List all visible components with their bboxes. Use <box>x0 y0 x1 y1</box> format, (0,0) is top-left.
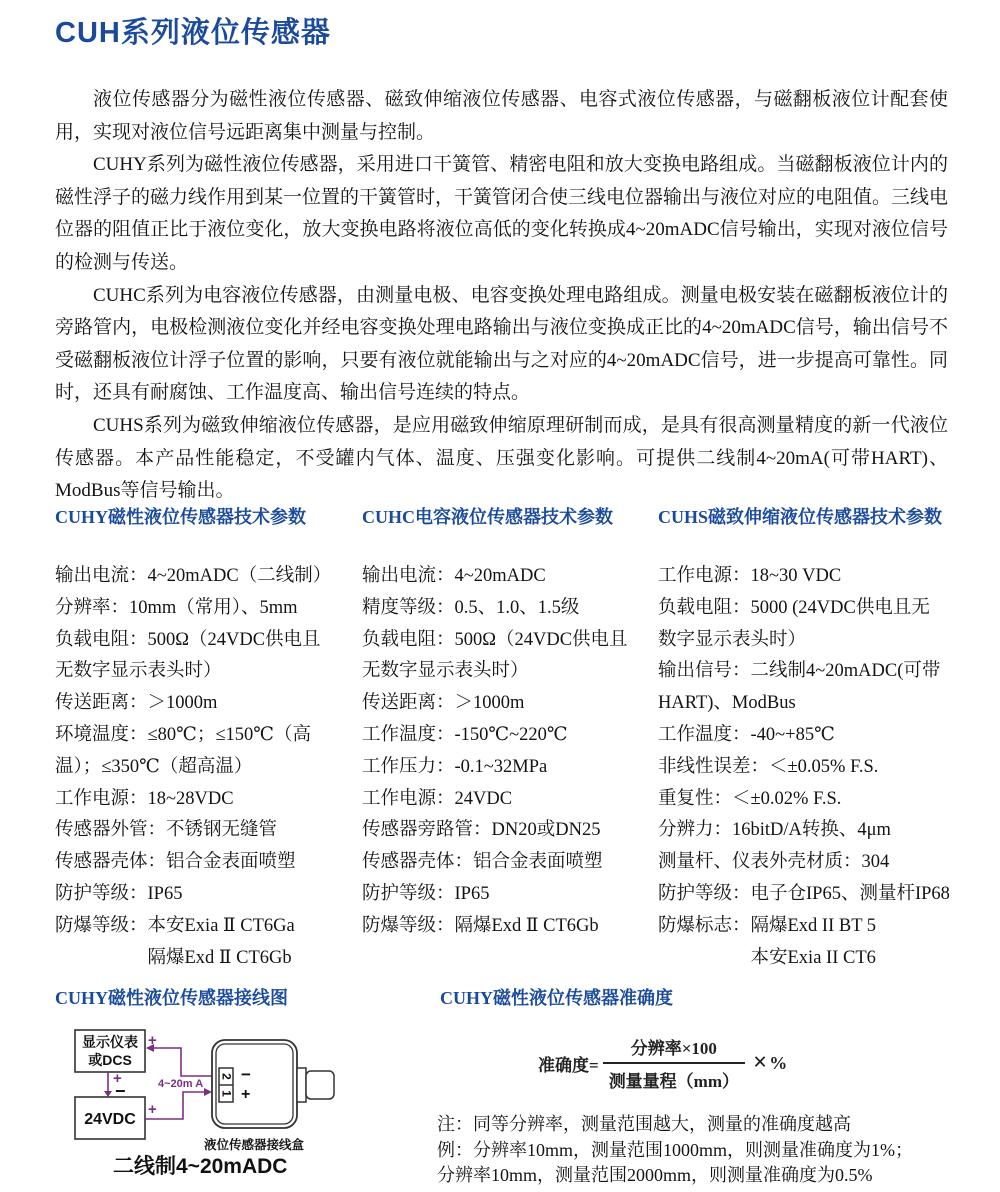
spec-line: 数字显示表头时） <box>658 629 807 650</box>
display-box-label-line1: 显示仪表 <box>82 1034 138 1050</box>
spec-list-cuhc <box>362 561 628 943</box>
terminal-plus-label: + <box>241 1086 251 1103</box>
spec-line: 输出信号：二线制4~20mADC(可带 <box>658 661 941 682</box>
junction-box-caption: 液位传感器接线盒 <box>203 1138 305 1152</box>
spec-line: 无数字显示表头时） <box>55 661 222 682</box>
spec-line: 环境温度：≤80℃；≤150℃（高 <box>55 724 311 745</box>
spec-line: 工作温度：-40~+85℃ <box>658 724 835 745</box>
accuracy-notes <box>437 1112 913 1189</box>
formula-lhs: 准确度= <box>538 1055 599 1075</box>
spec-line: 防护等级：电子仓IP65、测量杆IP68 <box>658 883 950 904</box>
formula-percent-sign: % <box>769 1052 788 1073</box>
spec-line: 本安Exia II CT6 <box>658 947 876 968</box>
wiring-mode-label: 二线制4~20mADC <box>113 1155 288 1178</box>
spec-list-cuhy <box>55 561 331 974</box>
polarity-minus-middle: − <box>115 1081 126 1101</box>
current-loop-label: 4~20m A <box>158 1078 204 1090</box>
accuracy-heading: CUHY磁性液位传感器准确度 <box>440 988 673 1008</box>
spec-line: 测量杆、仪表外壳材质：304 <box>658 852 890 873</box>
spec-line: 重复性：＜±0.02% F.S. <box>658 788 842 809</box>
formula-multiply-sign: × <box>753 1049 768 1076</box>
arrowhead-right-icon <box>204 1088 212 1096</box>
spec-line: 防护等级：IP65 <box>362 883 490 904</box>
spec-line: 防爆等级：隔爆Exd Ⅱ CT6Gb <box>362 915 599 936</box>
spec-line: 工作电源：18~28VDC <box>55 788 234 809</box>
cable-gland-cap <box>306 1071 334 1099</box>
spec-line: HART)、ModBus <box>658 693 796 714</box>
paragraph: CUHY系列为磁性液位传感器，采用进口干簧管、精密电阻和放大变换电路组成。当磁翻板液位计内的磁性浮子的磁力线作用到某一位置的干簧管时，干簧管闭合使三线电位器输出与液位对应的电阻值。三线电位器的阻值正比于液位变化，放大变换电路将液位高低的变化转换成4~20mADC信号输出，实现对液位信号的检测与传送。 <box>55 154 949 273</box>
spec-heading-cuhc: CUHC电容液位传感器技术参数 <box>362 507 613 527</box>
polarity-plus-middle: + <box>113 1070 122 1087</box>
polarity-plus-display: + <box>148 1032 157 1049</box>
intro-paragraphs <box>55 84 948 508</box>
spec-line: 输出电流：4~20mADC <box>362 566 546 586</box>
spec-line: 工作温度：-150℃~220℃ <box>362 724 568 745</box>
formula-denominator: 测量量程（mm） <box>603 1062 745 1092</box>
display-box-label-line2: 或DCS <box>88 1052 132 1068</box>
spec-line: 防护等级：IP65 <box>55 883 183 904</box>
note-line: 分辨率10mm，测量范围2000mm，则测量准确度为0.5% <box>437 1165 873 1185</box>
polarity-plus-power: + <box>148 1101 157 1118</box>
paragraph: CUHS系列为磁致伸缩液位传感器，是应用磁致伸缩原理研制而成，是具有很高测量精度的新一代液位传感器。本产品性能稳定，不受罐内气体、温度、压强变化影响。可提供二线制4~20mA(可带HART)、ModBus等信号输出。 <box>55 414 948 502</box>
spec-line: 传感器壳体：铝合金表面喷塑 <box>362 852 603 873</box>
spec-line: 防爆等级：本安Exia Ⅱ CT6Ga <box>55 915 295 936</box>
terminal-1-label: 1 <box>219 1090 234 1097</box>
spec-line: 负载电阻：500Ω（24VDC供电且 <box>362 629 628 650</box>
spec-line: 负载电阻：500Ω（24VDC供电且 <box>55 629 321 650</box>
spec-line: 传送距离：＞1000m <box>55 693 218 714</box>
spec-line: 防爆标志：隔爆Exd II BT 5 <box>658 915 877 936</box>
note-line: 注：同等分辨率，测量范围越大，测量的准确度越高 <box>437 1114 851 1134</box>
spec-heading-cuhs: CUHS磁致伸缩液位传感器技术参数 <box>658 507 943 527</box>
spec-line: 隔爆Exd Ⅱ CT6Gb <box>55 947 292 968</box>
wire-junction-to-display <box>147 1048 212 1076</box>
spec-line: 非线性误差：＜±0.05% F.S. <box>658 756 879 777</box>
spec-heading-cuhy: CUHY磁性液位传感器技术参数 <box>55 507 306 527</box>
spec-line: 温）；≤350℃（超高温） <box>55 756 253 777</box>
paragraph: 液位传感器分为磁性液位传感器、磁致伸缩液位传感器、电容式液位传感器，与磁翻板液位计配套使用，实现对液位信号远距离集中测量与控制。 <box>55 89 948 143</box>
cable-gland-neck <box>297 1068 306 1102</box>
spec-line: 负载电阻：5000 (24VDC供电且无 <box>658 597 930 618</box>
terminal-2-label: 2 <box>219 1073 234 1080</box>
page-title: CUH系列液位传感器 <box>55 17 331 49</box>
wiring-diagram-heading: CUHY磁性液位传感器接线图 <box>55 988 288 1008</box>
power-box-label: 24VDC <box>84 1111 136 1128</box>
spec-line: 无数字显示表头时） <box>362 661 529 682</box>
spec-line: 工作电源：24VDC <box>362 788 513 809</box>
arrowhead-down-icon <box>104 1091 112 1097</box>
formula-fraction <box>603 1034 745 1092</box>
spec-line: 传送距离：＞1000m <box>362 693 525 714</box>
paragraph: CUHC系列为电容液位传感器，由测量电极、电容变换处理电路组成。测量电极安装在磁翻板液位计的旁路管内，电极检测液位变化并经电容变换处理电路输出与液位变换成正比的4~20mADC信号，输出信号不受磁翻板液位计浮子位置的影响，只要有液位就能输出与之对应的4~20mADC信号，进一步提高可靠性。同时，还具有耐腐蚀、工作温度高、输出信号连续的特点。 <box>55 284 948 404</box>
spec-list-cuhs <box>658 561 950 974</box>
spec-line: 传感器外管：不锈钢无缝管 <box>55 820 278 841</box>
terminal-minus-label: − <box>241 1065 251 1084</box>
spec-line: 传感器壳体：铝合金表面喷塑 <box>55 852 296 873</box>
spec-line: 分辨率：10mm（常用）、5mm <box>55 597 298 618</box>
formula-numerator: 分辨率×100 <box>630 1039 717 1058</box>
spec-line: 输出电流：4~20mADC（二线制） <box>55 566 332 586</box>
accuracy-formula <box>538 1034 787 1092</box>
note-line: 例：分辨率10mm，测量范围1000mm，则测量准确度为1%； <box>437 1139 913 1160</box>
spec-line: 工作电源：18~30 VDC <box>658 566 842 586</box>
spec-line: 分辨力：16bitD/A转换、4μm <box>658 820 891 841</box>
spec-line: 传感器旁路管：DN20或DN25 <box>362 820 601 841</box>
spec-line: 精度等级：0.5、1.0、1.5级 <box>362 597 580 618</box>
spec-line: 工作压力：-0.1~32MPa <box>362 756 548 777</box>
